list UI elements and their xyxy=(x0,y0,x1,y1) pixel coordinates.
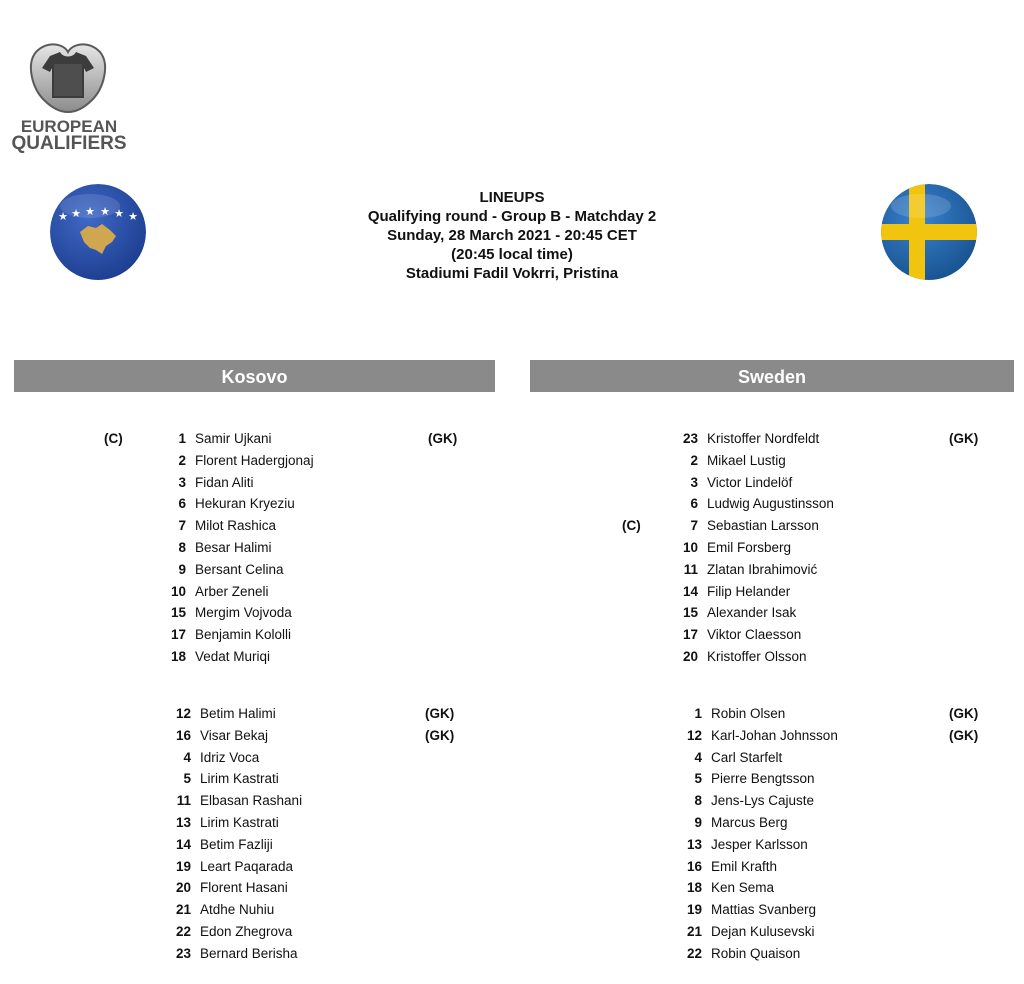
player-name: Betim Halimi xyxy=(200,706,276,721)
player-number: 6 xyxy=(690,496,698,512)
goalkeeper-marker: (GK) xyxy=(425,706,455,721)
player-name: Robin Quaison xyxy=(711,945,801,961)
player-row xyxy=(0,768,1024,790)
team-name-home: Kosovo xyxy=(14,360,495,392)
player-number: 22 xyxy=(175,924,191,939)
player-name: Mikael Lustig xyxy=(707,452,786,468)
player-name: Alexander Isak xyxy=(707,605,797,621)
goalkeeper-marker: (GK) xyxy=(949,431,979,446)
goalkeeper-marker: (GK) xyxy=(428,431,458,446)
goalkeeper-marker: (GK) xyxy=(425,727,455,743)
player-row xyxy=(0,646,1024,668)
captain-marker: (C) xyxy=(622,518,641,534)
player-name: Mattias Svanberg xyxy=(711,902,817,918)
player-row xyxy=(0,790,1024,812)
player-number: 9 xyxy=(694,815,702,830)
player-row xyxy=(0,747,1024,769)
player-name: Jesper Karlsson xyxy=(711,836,808,852)
svg-text:★: ★ xyxy=(128,210,138,223)
player-name: Milot Rashica xyxy=(195,518,277,534)
player-number: 13 xyxy=(686,836,702,852)
player-number: 16 xyxy=(686,858,702,874)
player-name: Bernard Berisha xyxy=(200,945,298,961)
player-row xyxy=(0,450,1024,472)
captain-marker: (C) xyxy=(104,431,123,446)
player-number: 17 xyxy=(170,627,186,643)
player-number: 20 xyxy=(175,880,191,896)
player-name: Visar Bekaj xyxy=(200,727,269,743)
player-number: 19 xyxy=(175,858,191,874)
player-number: 4 xyxy=(694,749,702,765)
player-name: Filip Helander xyxy=(707,583,791,599)
player-row xyxy=(0,812,1024,834)
header-local-time: (20:45 local time) xyxy=(451,246,573,263)
player-row xyxy=(0,472,1024,494)
player-name: Fidan Aliti xyxy=(195,474,254,490)
player-name: Lirim Kastrati xyxy=(200,815,279,830)
player-name: Lirim Kastrati xyxy=(200,771,279,787)
player-number: 1 xyxy=(694,706,702,721)
player-name: Betim Fazliji xyxy=(200,836,273,852)
player-name: Hekuran Kryeziu xyxy=(195,496,295,512)
player-number: 6 xyxy=(178,496,186,512)
player-name: Kristoffer Olsson xyxy=(707,649,807,664)
player-row xyxy=(0,725,1024,747)
player-number: 2 xyxy=(690,452,698,468)
player-name: Emil Forsberg xyxy=(707,540,792,555)
player-number: 10 xyxy=(170,583,186,599)
player-name: Mergim Vojvoda xyxy=(195,605,292,621)
player-row xyxy=(0,493,1024,515)
player-number: 13 xyxy=(175,815,191,830)
player-number: 12 xyxy=(175,706,191,721)
player-row xyxy=(0,921,1024,943)
team-name-away: Sweden xyxy=(530,360,1014,392)
player-number: 15 xyxy=(682,605,698,621)
goalkeeper-marker: (GK) xyxy=(949,706,979,721)
player-row xyxy=(0,559,1024,581)
svg-text:★: ★ xyxy=(85,205,95,218)
player-name: Jens-Lys Cajuste xyxy=(711,793,815,809)
player-number: 23 xyxy=(682,431,698,446)
player-name: Edon Zhegrova xyxy=(200,924,293,939)
player-name: Victor Lindelöf xyxy=(707,474,793,490)
svg-text:★: ★ xyxy=(58,210,68,223)
player-name: Leart Paqarada xyxy=(200,858,294,874)
player-row xyxy=(0,602,1024,624)
jersey-trophy-icon xyxy=(8,38,128,118)
header-title: LINEUPS xyxy=(479,189,545,206)
player-number: 8 xyxy=(178,540,186,555)
player-name: Emil Krafth xyxy=(711,858,778,874)
player-number: 3 xyxy=(690,474,698,490)
player-number: 14 xyxy=(682,583,698,599)
player-name: Karl-Johan Johnsson xyxy=(711,727,838,743)
player-name: Robin Olsen xyxy=(711,706,786,721)
player-name: Dejan Kulusevski xyxy=(711,924,815,939)
player-row xyxy=(0,877,1024,899)
player-name: Atdhe Nuhiu xyxy=(200,902,275,918)
player-row xyxy=(0,856,1024,878)
kosovo-flag-icon xyxy=(50,184,146,280)
sweden-flag-icon xyxy=(881,184,977,280)
player-number: 22 xyxy=(686,945,702,961)
player-number: 8 xyxy=(694,793,702,809)
player-name: Benjamin Kololli xyxy=(195,627,292,643)
player-name: Marcus Berg xyxy=(711,815,788,830)
player-number: 5 xyxy=(694,771,702,787)
player-name: Vedat Muriqi xyxy=(195,649,271,664)
player-number: 18 xyxy=(170,649,186,664)
player-name: Idriz Voca xyxy=(200,749,260,765)
player-number: 4 xyxy=(183,749,191,765)
player-name: Carl Starfelt xyxy=(711,749,783,765)
player-row xyxy=(0,834,1024,856)
player-number: 3 xyxy=(178,474,186,490)
player-number: 12 xyxy=(686,727,702,743)
goalkeeper-marker: (GK) xyxy=(949,727,979,743)
player-name: Besar Halimi xyxy=(195,540,272,555)
player-number: 11 xyxy=(176,793,191,809)
player-name: Kristoffer Nordfeldt xyxy=(707,431,820,446)
header-date: Sunday, 28 March 2021 - 20:45 CET xyxy=(387,227,637,244)
player-number: 23 xyxy=(175,945,191,961)
player-row xyxy=(0,624,1024,646)
player-number: 9 xyxy=(178,561,186,577)
player-name: Florent Hadergjonaj xyxy=(195,452,314,468)
player-row xyxy=(0,428,1024,450)
player-number: 2 xyxy=(178,452,186,468)
player-row xyxy=(0,537,1024,559)
player-number: 10 xyxy=(682,540,698,555)
svg-text:★: ★ xyxy=(100,205,110,218)
logo-line-european: EUROPEAN xyxy=(20,117,118,136)
player-name: Florent Hasani xyxy=(200,880,288,896)
player-number: 1 xyxy=(178,431,186,446)
player-number: 17 xyxy=(682,627,698,643)
svg-text:★: ★ xyxy=(114,207,124,220)
player-row xyxy=(0,703,1024,725)
player-row xyxy=(0,581,1024,603)
player-number: 20 xyxy=(682,649,698,664)
player-number: 11 xyxy=(683,561,698,577)
player-row xyxy=(0,943,1024,965)
player-row xyxy=(0,899,1024,921)
match-header xyxy=(312,188,712,283)
player-number: 21 xyxy=(686,924,702,939)
player-name: Ludwig Augustinsson xyxy=(707,496,834,512)
player-name: Ken Sema xyxy=(711,880,775,896)
player-number: 19 xyxy=(686,902,702,918)
player-name: Sebastian Larsson xyxy=(707,518,819,534)
player-number: 16 xyxy=(175,727,191,743)
player-number: 7 xyxy=(178,518,186,534)
logo-line-qualifiers: QUALIFIERS xyxy=(11,133,127,154)
player-number: 21 xyxy=(175,902,191,918)
svg-text:★: ★ xyxy=(71,207,81,220)
player-name: Pierre Bengtsson xyxy=(711,771,815,787)
player-name: Bersant Celina xyxy=(195,561,284,577)
player-number: 7 xyxy=(690,518,698,534)
player-row xyxy=(0,515,1024,537)
player-name: Samir Ujkani xyxy=(195,431,272,446)
player-name: Viktor Claesson xyxy=(707,627,802,643)
player-number: 5 xyxy=(183,771,191,787)
player-name: Elbasan Rashani xyxy=(200,793,303,809)
player-number: 15 xyxy=(170,605,186,621)
header-round: Qualifying round - Group B - Matchday 2 xyxy=(367,208,657,225)
european-qualifiers-logo xyxy=(8,38,128,158)
player-name: Zlatan Ibrahimović xyxy=(707,561,818,577)
player-name: Arber Zeneli xyxy=(195,583,269,599)
player-number: 18 xyxy=(686,880,702,896)
header-venue: Stadiumi Fadil Vokrri, Pristina xyxy=(405,265,619,282)
player-number: 14 xyxy=(175,836,191,852)
